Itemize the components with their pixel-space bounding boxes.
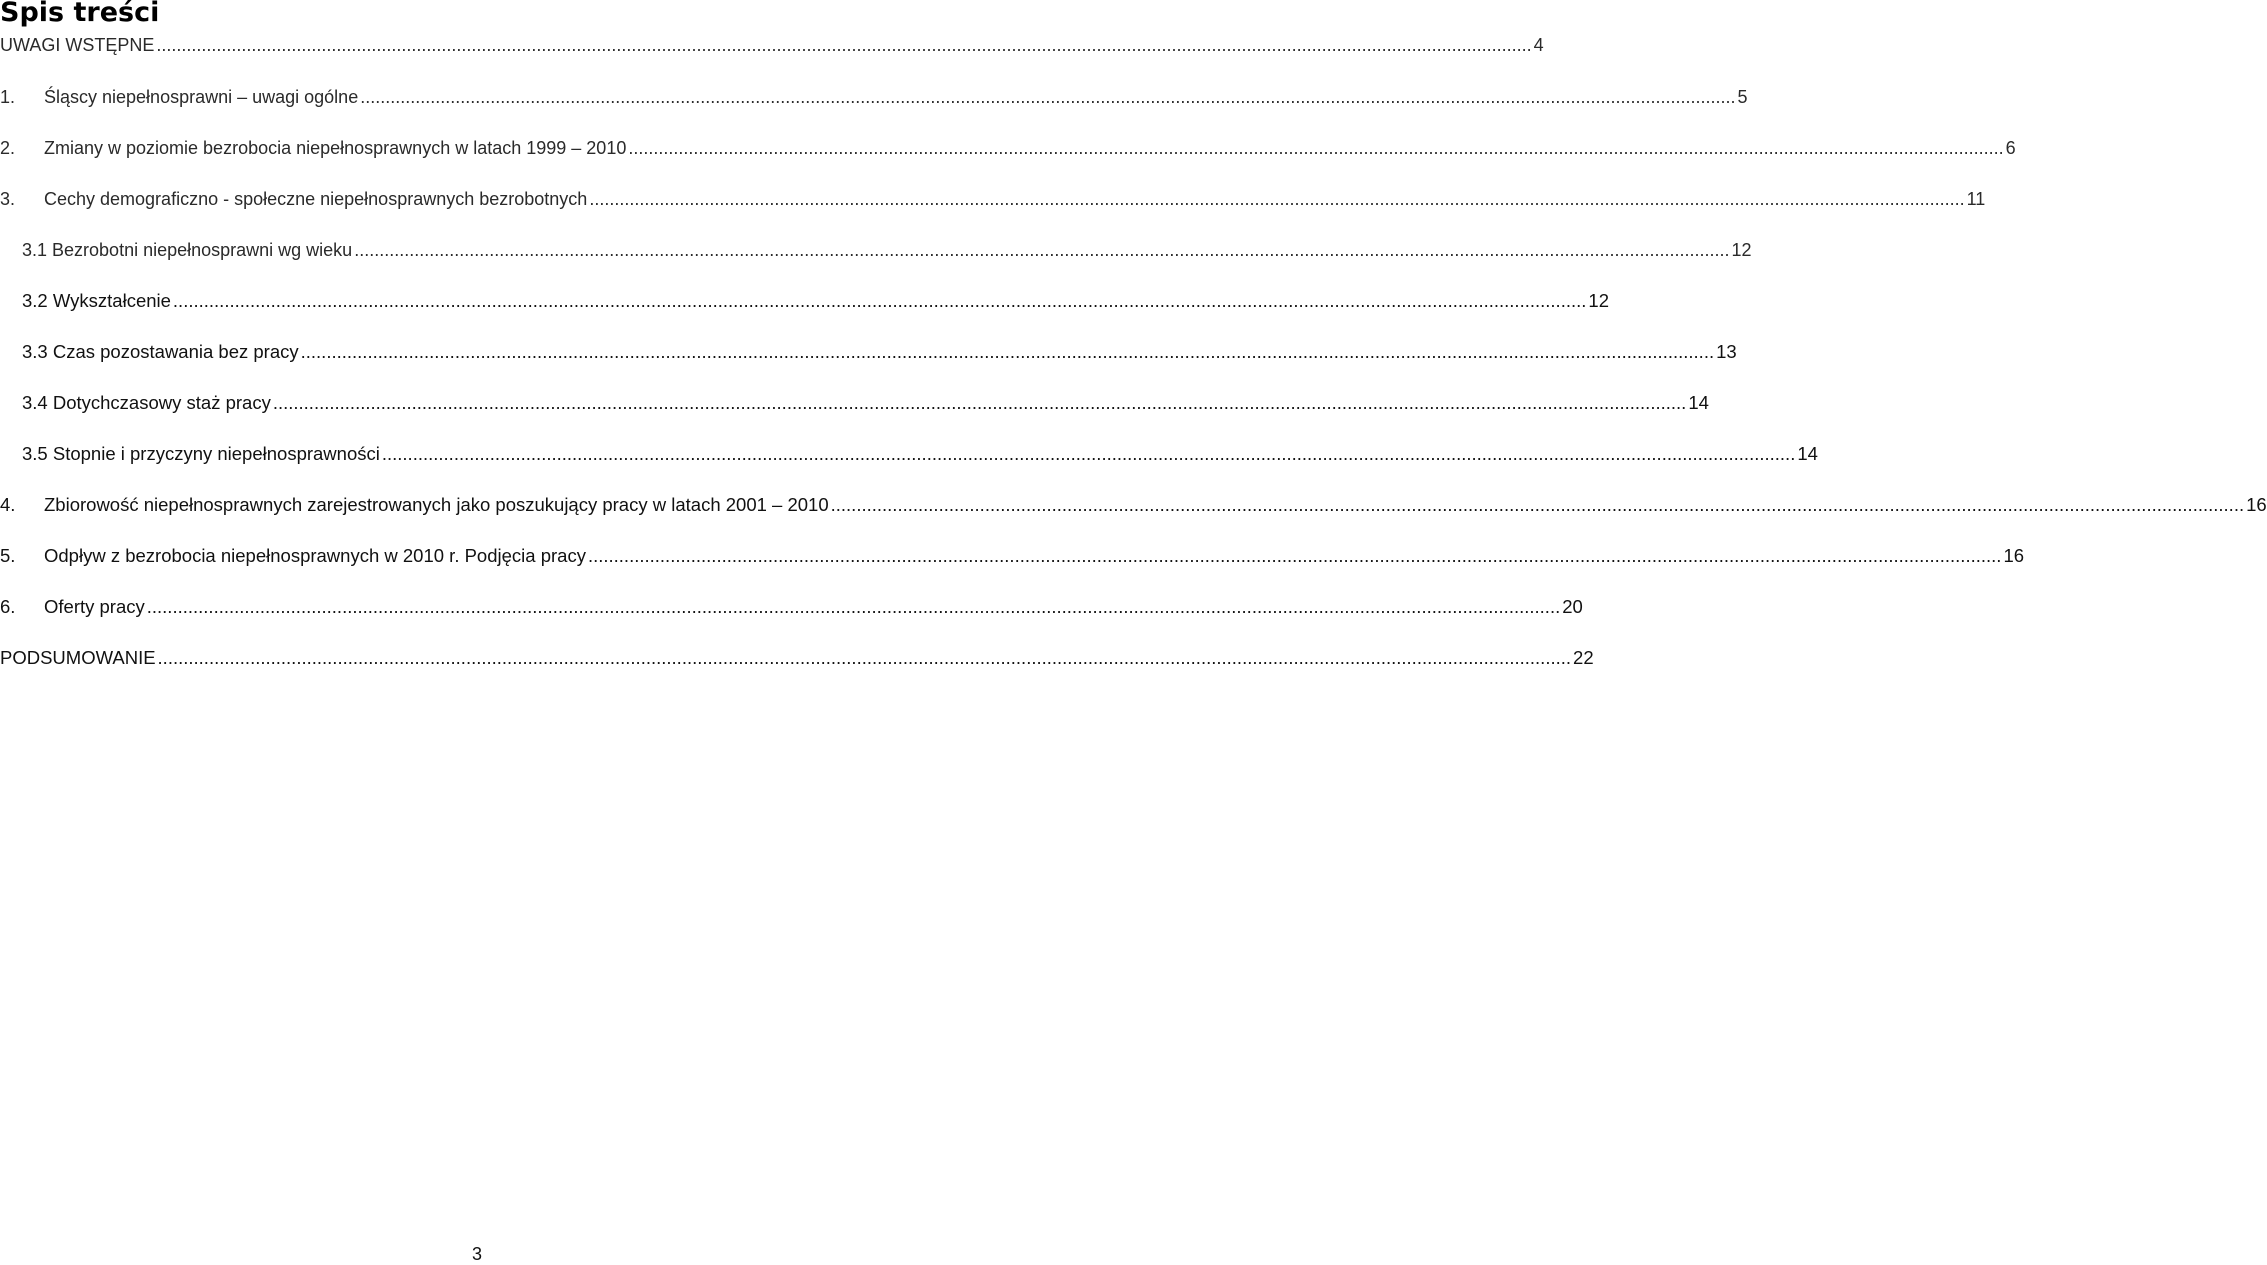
toc-entry-page: 16	[2003, 545, 2025, 566]
toc-entry-5[interactable]	[0, 545, 2025, 567]
toc-entry-page: 5	[1737, 87, 1748, 107]
toc-entry-2[interactable]	[0, 137, 2016, 159]
toc-entry-text: 3.4 Dotychczasowy staż pracy	[22, 392, 271, 413]
toc-entry-text: Cechy demograficzno - społeczne niepełnosprawnych bezrobotnych	[44, 189, 588, 209]
toc-entry-text: 3.2 Wykształcenie	[22, 290, 171, 311]
toc-entry-3-4[interactable]	[0, 392, 1709, 414]
toc-entry-text: 3.5 Stopnie i przyczyny niepełnosprawności	[22, 443, 380, 464]
toc-leader-dots	[147, 596, 1560, 618]
toc-entry-podsumowanie[interactable]	[0, 647, 1594, 669]
toc-leader-dots	[158, 647, 1571, 669]
toc-leader-dots	[301, 341, 1714, 363]
toc-entry-3-5[interactable]	[0, 443, 1818, 465]
toc-entry-text: Oferty pracy	[44, 596, 145, 617]
toc-entry-number: 6.	[0, 596, 16, 617]
toc-entry-text: Zbiorowość niepełnosprawnych zarejestrowanych jako poszukujący pracy w latach 2001 – 2010	[44, 494, 829, 515]
toc-entry-page: 16	[2246, 494, 2267, 515]
toc-entry-page: 12	[1731, 240, 1752, 260]
toc-entry-number: 4.	[0, 494, 16, 515]
toc-entry-1[interactable]	[0, 86, 1748, 108]
toc-leader-dots	[273, 392, 1686, 414]
toc-title: Spis treści	[0, 0, 160, 28]
toc-leader-dots	[589, 188, 1964, 210]
toc-entry-number: 5.	[0, 545, 16, 566]
toc-entry-3-2[interactable]	[0, 290, 1609, 312]
toc-entry-number: 2.	[0, 138, 16, 158]
toc-entry-text: PODSUMOWANIE	[0, 647, 156, 668]
toc-entry-text: Odpływ z bezrobocia niepełnosprawnych w 2010 r. Podjęcia pracy	[44, 545, 586, 566]
toc-entry-number: 3.	[0, 189, 16, 209]
toc-entry-text: Śląscy niepełnosprawni – uwagi ogólne	[44, 87, 359, 107]
toc-entry-4[interactable]	[0, 494, 2267, 516]
toc-entry-page: 13	[1716, 341, 1737, 362]
toc-entry-6[interactable]	[0, 596, 1583, 618]
toc-entry-text: 3.1 Bezrobotni niepełnosprawni wg wieku	[22, 240, 353, 260]
toc-leader-dots	[360, 86, 1735, 108]
toc-entry-number: 1.	[0, 87, 16, 107]
toc-leader-dots	[354, 239, 1729, 261]
toc-entry-text: Zmiany w poziomie bezrobocia niepełnosprawnych w latach 1999 – 2010	[44, 138, 627, 158]
toc-entry-page: 20	[1562, 596, 1583, 617]
toc-entry-page: 14	[1797, 443, 1818, 464]
toc-leader-dots	[628, 137, 2003, 159]
page-number: 3	[472, 1244, 483, 1264]
toc-leader-dots	[588, 545, 2001, 567]
toc-entry-page: 12	[1588, 290, 1609, 311]
toc-entry-uwagi-wstepne[interactable]	[0, 34, 1544, 56]
toc-leader-dots	[831, 494, 2244, 516]
toc-entry-3-1[interactable]	[0, 239, 1752, 261]
toc-entry-page: 4	[1533, 35, 1544, 55]
toc-entry-3[interactable]	[0, 188, 1986, 210]
toc-leader-dots	[382, 443, 1795, 465]
toc-entry-page: 22	[1573, 647, 1594, 668]
toc-entry-page: 11	[1966, 189, 1986, 209]
toc-entry-page: 14	[1688, 392, 1709, 413]
toc-entry-text: 3.3 Czas pozostawania bez pracy	[22, 341, 299, 362]
toc-leader-dots	[173, 290, 1586, 312]
toc-entry-page: 6	[2005, 138, 2016, 158]
toc-entry-text: UWAGI WSTĘPNE	[0, 35, 155, 55]
toc-entry-3-3[interactable]	[0, 341, 1737, 363]
toc-leader-dots	[156, 34, 1531, 56]
